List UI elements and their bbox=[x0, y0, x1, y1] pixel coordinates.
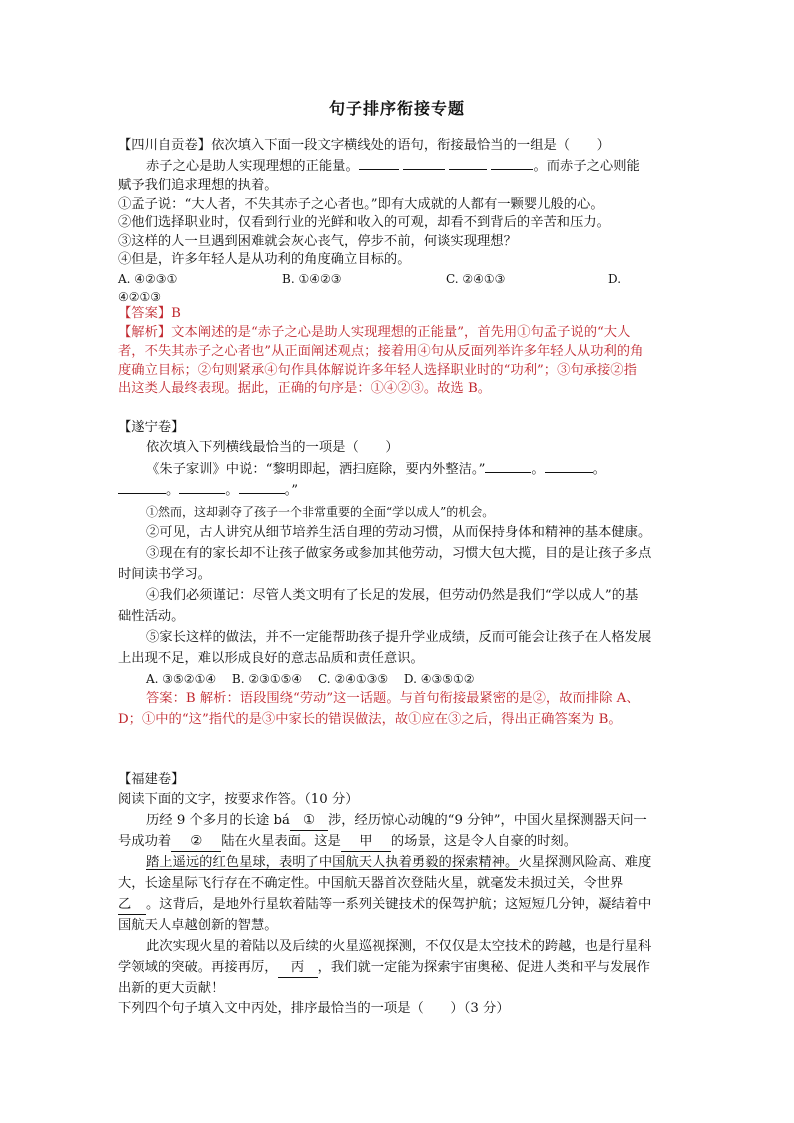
q3-p2-line-2: 大，长途星际飞行存在不确定性。中国航天器首次登陆火星，就毫发未损过关，令世界 bbox=[118, 876, 624, 891]
q2-sentence-5b: 上出现不足，难以形成良好的意志品质和责任意识。 bbox=[118, 651, 424, 666]
q3-question: 下列四个句子填入文中丙处，排序最恰当的一项是（ ）（3 分） bbox=[118, 1001, 510, 1016]
q2-source-tag: 【遂宁卷】 bbox=[118, 420, 185, 435]
fill-blank-2: ② bbox=[171, 833, 221, 852]
fill-blank bbox=[545, 472, 593, 473]
fill-blank bbox=[403, 169, 445, 170]
fill-blank-yi: 乙 bbox=[118, 896, 146, 915]
q3-p2-line-3: 乙 。这背后，是地外行星软着陆等一系列关键技术的保驾护航；这短短几分钟，凝结着中 bbox=[118, 896, 651, 915]
fill-blank bbox=[359, 169, 399, 170]
q2-quote-line-1: 《朱子家训》中说：“黎明即起，洒扫庭除，要内外整洁。” 。 。 bbox=[146, 462, 606, 477]
q1-analysis-line-1: 【解析】文本阐述的是“赤子之心是助人实现理想的正能量”，首先用①句孟子说的“大人 bbox=[118, 325, 631, 340]
q1-sentence-1: ①孟子说：“大人者，不失其赤子之心者也。”即有大成就的人都有一颗婴儿般的心。 bbox=[118, 197, 604, 212]
q2-sentence-3b: 时间读书学习。 bbox=[118, 567, 212, 582]
q1-sentence-3: ③这样的人一旦遇到困难就会灰心丧气，停步不前，何谈实现理想？ bbox=[118, 234, 517, 249]
q3-p1-line-2: 号成功着 ② 陆在火星表面。这是 甲 的场景，这是令人自豪的时刻。 bbox=[118, 833, 577, 852]
q2-quote-line-2: 。 。 。” bbox=[118, 482, 298, 500]
q2-answer-line-2: D；①中的“这”指代的是③中家长的错误做法，故①应在③之后，得出正确答案为 B。 bbox=[118, 712, 622, 727]
q1-analysis-line-3: 度确立目标；②句则紧承④句作具体解说许多年轻人选择职业时的“功利”；③句承接②指 bbox=[118, 363, 637, 378]
q2-sentence-5a: ⑤家长这样的做法，并不一定能帮助孩子提升学业成绩，反而可能会让孩子在人格发展 bbox=[146, 630, 652, 645]
q1-analysis-line-4: 出这类人最终表现。据此，正确的句序是：①④②③。故选 B。 bbox=[118, 381, 492, 396]
q1-answer: 【答案】B bbox=[118, 306, 181, 321]
fill-blank-jia: 甲 bbox=[341, 833, 391, 852]
fill-blank bbox=[449, 169, 487, 170]
fill-blank bbox=[239, 493, 285, 494]
fill-blank-bing: 丙 bbox=[278, 959, 318, 978]
q2-sentence-4b: 础性活动。 bbox=[118, 609, 185, 624]
q1-analysis-line-2: 者，不失其赤子之心者也”从正面阐述观点；接着用④句从反面列举许多年轻人从功利的角 bbox=[118, 344, 644, 359]
q3-p1-line-1: 历经 9 个多月的长途 bá ① 涉，经历惊心动魄的“9 分钟”，中国火星探测器天问一 bbox=[146, 812, 647, 831]
q1-option-c: C. ②④①③ bbox=[446, 272, 506, 286]
q1-passage-line-1: 赤子之心是助人实现理想的正能量。 。而赤子之心则能 bbox=[146, 159, 640, 174]
q3-intro: 阅读下面的文字，按要求作答。（10 分） bbox=[118, 792, 359, 807]
q1-sentence-2: ②他们选择职业时，仅看到行业的光鲜和收入的可观，却看不到背后的辛苦和压力。 bbox=[118, 215, 610, 230]
fill-blank bbox=[179, 493, 225, 494]
q1-option-b: B. ①④②③ bbox=[282, 272, 342, 286]
q2-answer-line-1: 答案：B 解析：语段围绕“劳动”这一话题。与首句衔接最紧密的是②，故而排除 A、 bbox=[146, 691, 640, 706]
q1-option-d-value: ④②①③ bbox=[118, 290, 162, 304]
q2-sentence-3a: ③现在有的家长却不让孩子做家务或参加其他劳动，习惯大包大揽，目的是让孩子多点 bbox=[146, 546, 652, 561]
q3-p3-line-3: 出新的更大贡献！ bbox=[118, 981, 225, 996]
q1-option-a: A. ④②③① bbox=[118, 272, 178, 286]
q3-p3-line-2: 学领域的突破。再接再厉， 丙 ，我们就一定能为探索宇宙奥秘、促进人类和平与发展作 bbox=[118, 959, 650, 978]
q2-sentence-4a: ④我们必须谨记：尽管人类文明有了长足的发展，但劳动仍然是我们“学以成人”的基 bbox=[146, 588, 639, 603]
q1-option-d: D. bbox=[608, 272, 622, 286]
q2-sentence-1: ①然而，这却剥夺了孩子一个非常重要的全面“学以成人”的机会。 bbox=[146, 505, 495, 519]
q2-prompt: 依次填入下列横线最恰当的一项是（ ） bbox=[146, 440, 399, 455]
q3-p3-line-1: 此次实现火星的着陆以及后续的火星巡视探测，不仅仅是太空技术的跨越，也是行星科 bbox=[146, 939, 652, 954]
q1-source-tag: 【四川自贡卷】 bbox=[118, 138, 212, 153]
q2-sentence-2: ②可见，古人讲究从细节培养生活自理的劳动习惯，从而保持身体和精神的基本健康。 bbox=[146, 525, 652, 540]
q3-p2-line-4: 国航天人卓越创新的智慧。 bbox=[118, 918, 278, 933]
fill-blank bbox=[491, 169, 533, 170]
q3-p2-line-1: 踏上遥远的红色星球，表明了中国航天人执着勇毅的探索精神。火星探测风险高、难度 bbox=[146, 855, 652, 870]
q1-passage-line-2: 赋予我们追求理想的执着。 bbox=[118, 178, 278, 193]
q1-prompt-line bbox=[118, 137, 610, 155]
q1-sentence-4: ④但是，许多年轻人是从功利的角度确立目标的。 bbox=[118, 252, 411, 267]
fill-blank bbox=[118, 493, 166, 494]
q2-options: A. ③⑤②①④ B. ②③①⑤④ C. ②④①③⑤ D. ④③⑤①② bbox=[146, 672, 475, 686]
fill-blank bbox=[485, 472, 531, 473]
q1-prompt: 依次填入下面一段文字横线处的语句，衔接最恰当的一组是（ ） bbox=[211, 138, 610, 153]
page-title: 句子排序衔接专题 bbox=[328, 99, 465, 118]
fill-blank-1: ① bbox=[290, 812, 328, 831]
q3-source-tag: 【福建卷】 bbox=[118, 772, 185, 787]
underlined-sentence: 踏上遥远的红色星球，表明了中国航天人执着勇毅的探索精神。 bbox=[146, 855, 519, 870]
